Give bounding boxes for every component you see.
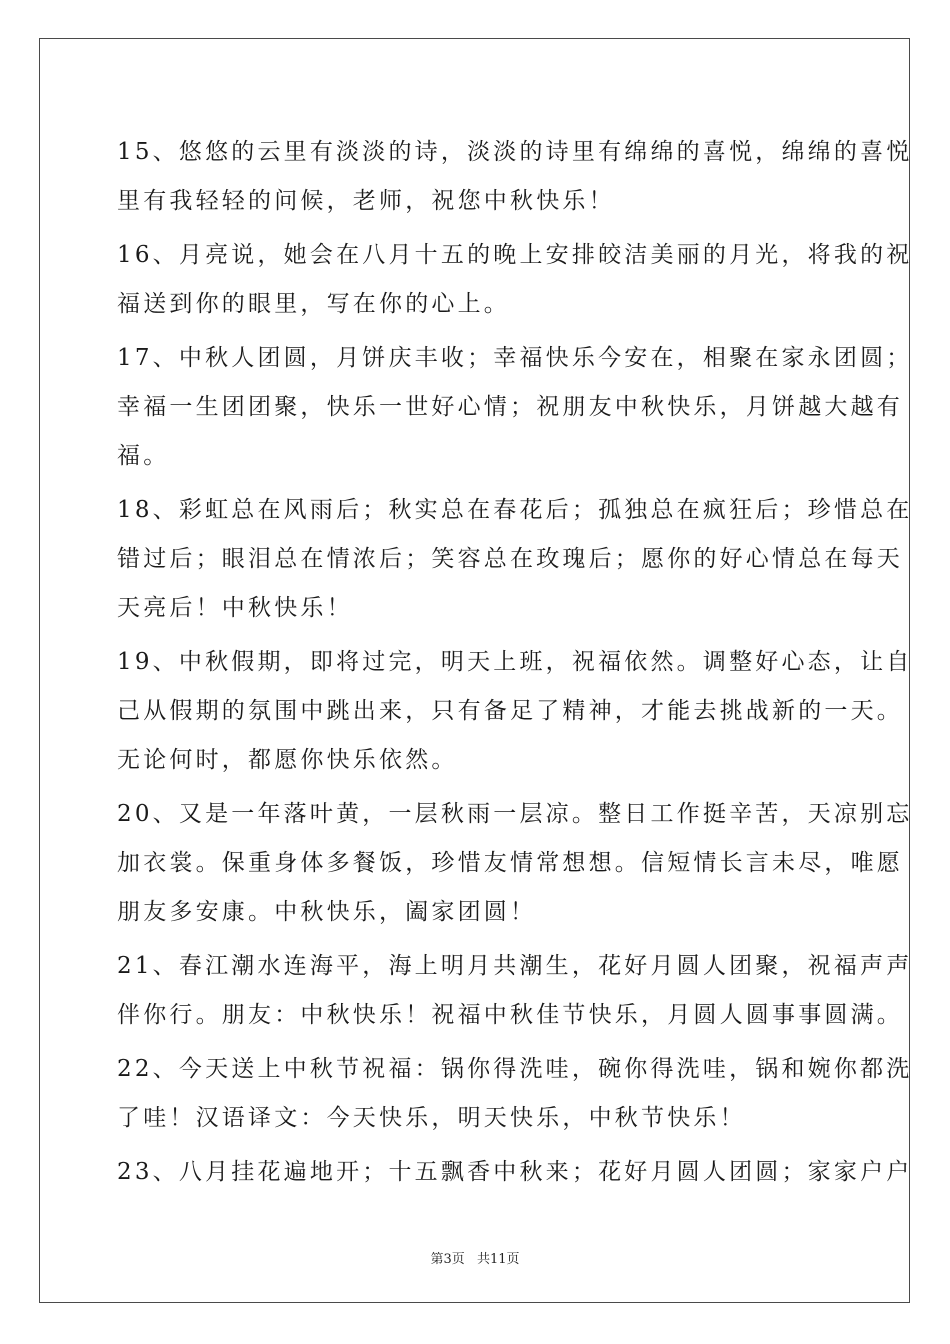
text-line: 己从假期的氛围中跳出来，只有备足了精神，才能去挑战新的一天。: [117, 698, 903, 724]
text-line: 福送到你的眼里，写在你的心上。: [117, 291, 510, 317]
text-line: 21、春江潮水连海平，海上明月共潮生，花好月圆人团聚，祝福声声: [117, 953, 913, 979]
paragraph-23: [117, 1148, 913, 1197]
text-line: 20、又是一年落叶黄，一层秋雨一层凉。整日工作挺辛苦，天凉别忘: [117, 801, 913, 827]
text-line: 加衣裳。保重身体多餐饭，珍惜友情常想想。信短情长言未尽，唯愿: [117, 850, 903, 876]
text-line: 22、今天送上中秋节祝福：锅你得洗哇，碗你得洗哇，锅和婉你都洗: [117, 1056, 913, 1082]
text-line: 天亮后！中秋快乐！: [117, 595, 353, 621]
text-line: 无论何时，都愿你快乐依然。: [117, 747, 458, 773]
paragraph-19: [117, 638, 913, 785]
text-line: 福。: [117, 443, 170, 469]
text-line: 19、中秋假期，即将过完，明天上班，祝福依然。调整好心态，让自: [117, 649, 913, 675]
text-line: 17、中秋人团圆，月饼庆丰收；幸福快乐今安在，相聚在家永团圆；: [117, 345, 913, 371]
text-line: 错过后；眼泪总在情浓后；笑容总在玫瑰后；愿你的好心情总在每天: [117, 546, 903, 572]
text-line: 里有我轻轻的问候，老师，祝您中秋快乐！: [117, 188, 615, 214]
paragraph-18: [117, 486, 913, 633]
text-line: 朋友多安康。中秋快乐，阖家团圆！: [117, 899, 537, 925]
paragraph-22: [117, 1045, 913, 1143]
text-line: 16、月亮说，她会在八月十五的晚上安排皎洁美丽的月光，将我的祝: [117, 242, 913, 268]
page-footer: [0, 1248, 950, 1267]
text-line: 了哇！汉语译文：今天快乐，明天快乐，中秋节快乐！: [117, 1105, 746, 1131]
paragraph-21: [117, 942, 913, 1040]
text-line: 幸福一生团团聚，快乐一世好心情；祝朋友中秋快乐，月饼越大越有: [117, 394, 903, 420]
paragraph-15: [117, 128, 913, 226]
text-line: 伴你行。朋友：中秋快乐！祝福中秋佳节快乐，月圆人圆事事圆满。: [117, 1002, 903, 1028]
document-body: [117, 128, 913, 1202]
paragraph-20: [117, 790, 913, 937]
text-line: 18、彩虹总在风雨后；秋实总在春花后；孤独总在疯狂后；珍惜总在: [117, 497, 913, 523]
paragraph-16: [117, 231, 913, 329]
paragraph-17: [117, 334, 913, 481]
text-line: 23、八月挂花遍地开；十五飘香中秋来；花好月圆人团圆；家家户户: [117, 1159, 913, 1185]
page-total: 共11页: [476, 1252, 520, 1267]
text-line: 15、悠悠的云里有淡淡的诗，淡淡的诗里有绵绵的喜悦，绵绵的喜悦: [117, 139, 913, 165]
page-number: 第3页: [430, 1252, 465, 1267]
